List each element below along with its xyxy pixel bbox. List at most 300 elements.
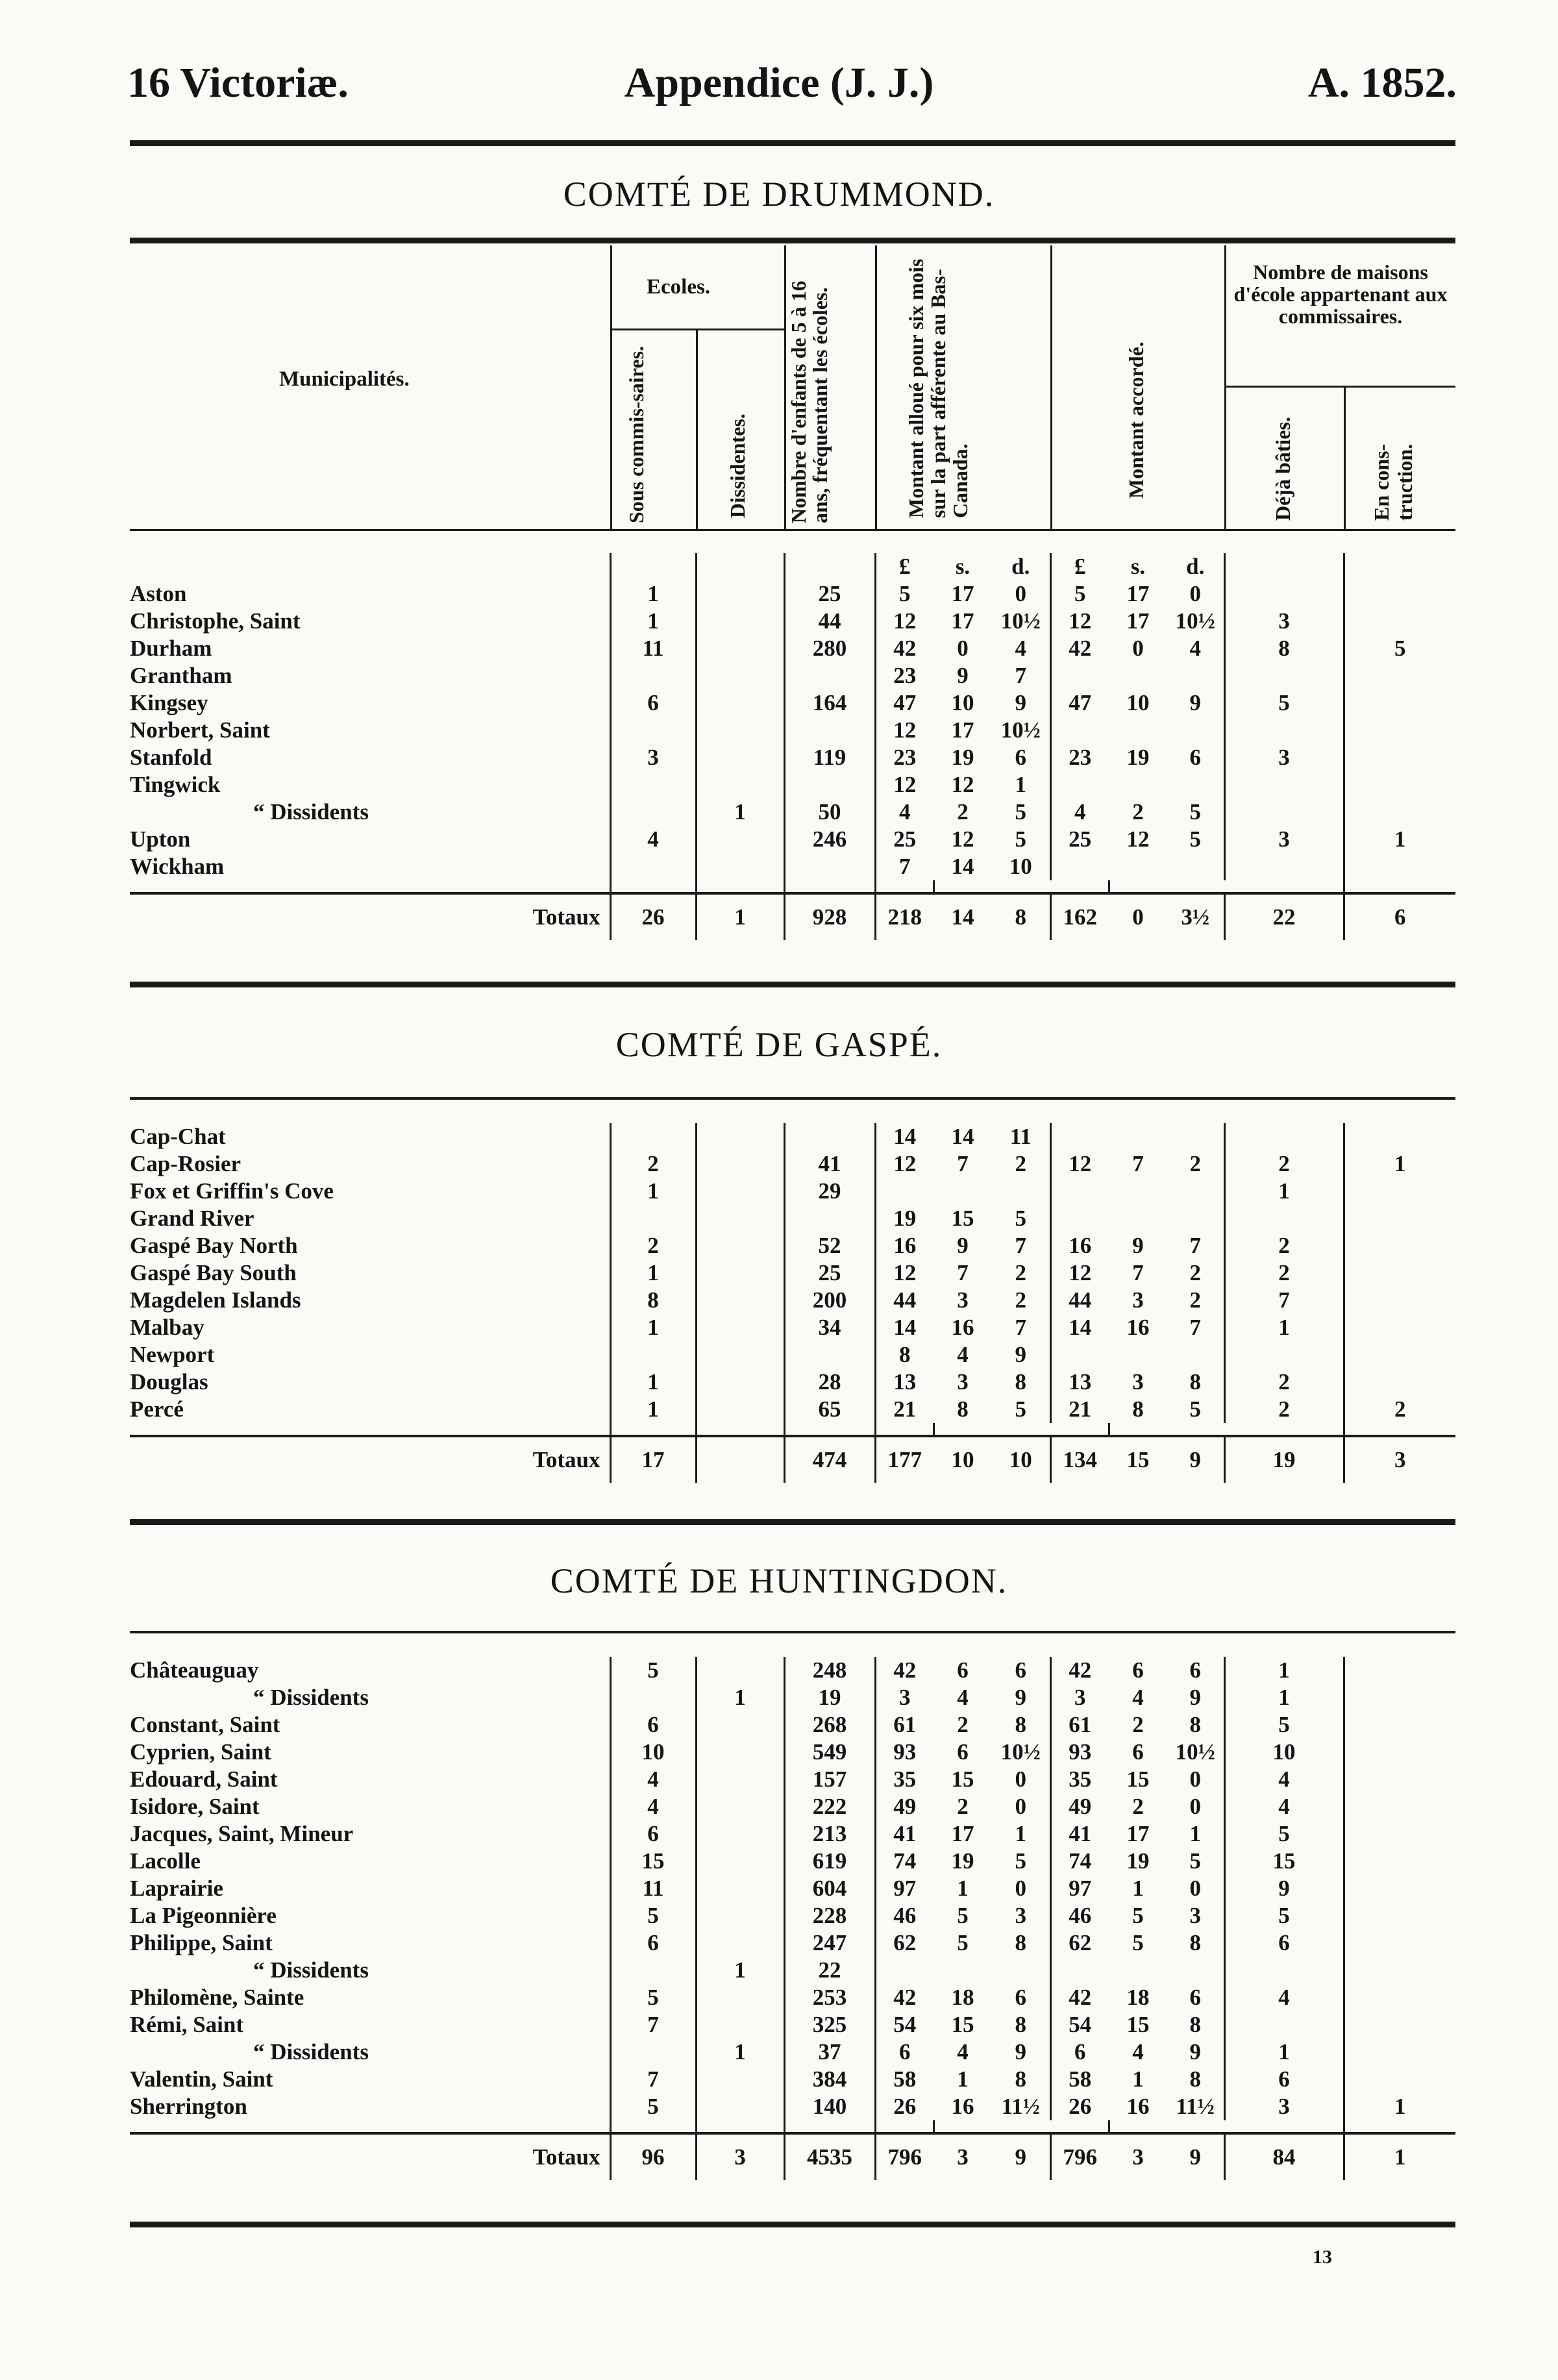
row-en-construction: 1 <box>1344 1150 1455 1178</box>
row-en-construction <box>1344 2039 1455 2066</box>
row-municipalite: “ Dissidents <box>253 1685 369 1710</box>
total-label: Totaux <box>130 1436 610 1483</box>
row-alloue-pence: 5 <box>1015 826 1026 852</box>
row-en-construction <box>1344 1657 1455 1684</box>
total-en-construction: 1 <box>1344 2133 1455 2180</box>
header-sous-commissaires: Sous commis-saires. <box>624 345 648 523</box>
row-alloue-pence: 6 <box>1015 745 1026 770</box>
row-accorde-pence: 0 <box>1189 1766 1201 1792</box>
row-alloue-shillings: 10 <box>951 690 974 715</box>
table-row <box>130 1232 1455 1259</box>
table-row <box>130 1820 1455 1848</box>
row-dissidentes <box>696 853 784 880</box>
row-alloue-shillings: 19 <box>951 745 974 770</box>
row-deja-baties: 3 <box>1224 744 1344 771</box>
row-deja-baties: 2 <box>1224 1369 1344 1396</box>
row-alloue-shillings: 1 <box>957 2066 969 2092</box>
row-alloue-pounds: 97 <box>875 1875 934 1902</box>
table-row <box>130 608 1455 635</box>
row-municipalite: Malbay <box>130 1315 204 1340</box>
row-municipalite: Kingsey <box>130 690 208 715</box>
row-deja-baties: 5 <box>1224 1711 1344 1739</box>
row-deja-baties: 8 <box>1224 635 1344 662</box>
row-enfants: 228 <box>784 1902 875 1929</box>
row-sous-commissaires <box>610 771 696 799</box>
table-row <box>130 689 1455 717</box>
row-alloue-pounds: 12 <box>875 1150 934 1178</box>
row-enfants <box>784 1123 875 1150</box>
cur-d <box>696 553 784 580</box>
row-alloue-pounds: 16 <box>875 1232 934 1259</box>
table-row <box>130 2039 1455 2066</box>
row-alloue-pounds: 26 <box>875 2093 934 2120</box>
page-number: 13 <box>1313 2246 1332 2268</box>
row-deja-baties: 5 <box>1224 689 1344 717</box>
row-enfants <box>784 853 875 880</box>
row-alloue-pounds: 8 <box>875 1341 934 1369</box>
row-en-construction <box>1344 1259 1455 1287</box>
row-alloue-pence: 11 <box>1009 1124 1032 1149</box>
table-row <box>130 1205 1455 1232</box>
row-sous-commissaires: 1 <box>610 580 696 608</box>
row-accorde-shillings <box>1109 1205 1167 1232</box>
row-accorde-shillings: 4 <box>1132 1685 1144 1710</box>
row-alloue-pounds: 42 <box>875 635 934 662</box>
row-municipalite: La Pigeonnière <box>130 1903 277 1928</box>
row-enfants: 280 <box>784 635 875 662</box>
row-deja-baties <box>1224 717 1344 744</box>
row-alloue-shillings: 9 <box>957 1233 969 1258</box>
row-accorde-shillings: 10 <box>1126 690 1150 715</box>
row-accorde-shillings: 9 <box>1132 1233 1144 1258</box>
row-alloue-pounds: 12 <box>875 1259 934 1287</box>
currency-alloue-2: d. <box>1011 554 1030 579</box>
table-row <box>130 580 1455 608</box>
row-accorde-pence: 2 <box>1189 1260 1201 1285</box>
table-row <box>130 1957 1455 1984</box>
header-dissidentes: Dissidentes. <box>726 414 749 518</box>
row-accorde-shillings: 5 <box>1132 1930 1144 1955</box>
row-enfants: 44 <box>784 608 875 635</box>
row-accorde-pounds: 5 <box>1050 580 1109 608</box>
row-accorde-shillings: 18 <box>1126 1985 1150 2010</box>
row-deja-baties: 1 <box>1224 1314 1344 1341</box>
table-row <box>130 744 1455 771</box>
row-alloue-pounds: 7 <box>875 853 934 880</box>
row-alloue-pence: 7 <box>1015 1233 1026 1258</box>
row-accorde-shillings: 15 <box>1126 2012 1150 2037</box>
row-accorde-pence <box>1167 662 1224 689</box>
table-drummond <box>130 553 1455 940</box>
row-en-construction <box>1344 1902 1455 1929</box>
row-deja-baties <box>1224 853 1344 880</box>
row-sous-commissaires <box>610 1957 696 1984</box>
row-sous-commissaires <box>610 662 696 689</box>
row-accorde-pounds: 97 <box>1050 1875 1109 1902</box>
row-alloue-pounds: 42 <box>875 1657 934 1684</box>
row-municipalite: Rémi, Saint <box>130 2012 243 2037</box>
row-accorde-pence: 5 <box>1189 826 1201 852</box>
row-accorde-pounds: 23 <box>1050 744 1109 771</box>
total-enfants: 4535 <box>784 2133 875 2180</box>
row-alloue-pence <box>992 1957 1050 1984</box>
row-alloue-pounds <box>875 1178 934 1205</box>
row-alloue-shillings: 16 <box>951 2094 974 2119</box>
row-alloue-pounds: 14 <box>875 1123 934 1150</box>
table-row <box>130 1793 1455 1820</box>
row-accorde-shillings: 7 <box>1132 1260 1144 1285</box>
row-accorde-pounds: 12 <box>1050 1150 1109 1178</box>
row-alloue-pence: 6 <box>1015 1657 1026 1683</box>
row-accorde-pounds: 41 <box>1050 1820 1109 1848</box>
row-alloue-pence: 11½ <box>1001 2094 1040 2119</box>
row-sous-commissaires <box>610 717 696 744</box>
row-accorde-shillings: 8 <box>1132 1396 1144 1422</box>
row-accorde-pence: 10½ <box>1175 608 1215 634</box>
row-sous-commissaires: 4 <box>610 1793 696 1820</box>
row-alloue-pence: 2 <box>1015 1151 1026 1176</box>
total-row <box>130 1436 1455 1483</box>
row-enfants: 50 <box>784 799 875 826</box>
row-accorde-shillings: 2 <box>1132 1794 1144 1819</box>
row-enfants: 65 <box>784 1396 875 1423</box>
row-enfants: 34 <box>784 1314 875 1341</box>
row-accorde-pounds: 12 <box>1050 608 1109 635</box>
row-deja-baties: 3 <box>1224 608 1344 635</box>
row-deja-baties: 3 <box>1224 826 1344 853</box>
header-ecoles: Ecoles. <box>647 275 711 299</box>
row-enfants <box>784 771 875 799</box>
row-municipalite: Wickham <box>130 854 225 879</box>
total-accorde-1: 15 <box>1109 1436 1167 1483</box>
row-enfants: 140 <box>784 2093 875 2120</box>
table-row <box>130 2066 1455 2093</box>
row-municipalite: Magdelen Islands <box>130 1287 301 1313</box>
row-sous-commissaires: 11 <box>610 1875 696 1902</box>
row-dissidentes: 1 <box>696 2039 784 2066</box>
row-alloue-pence: 1 <box>1015 772 1026 797</box>
row-accorde-pence: 9 <box>1189 1685 1201 1710</box>
row-sous-commissaires: 5 <box>610 1984 696 2011</box>
total-accorde-2: 9 <box>1167 1436 1224 1483</box>
row-dissidentes <box>696 1369 784 1396</box>
row-dissidentes <box>696 1875 784 1902</box>
row-accorde-pounds <box>1050 1123 1109 1150</box>
total-en-construction: 3 <box>1344 1436 1455 1483</box>
currency-header-row <box>130 553 1455 580</box>
row-alloue-shillings: 14 <box>951 1124 974 1149</box>
row-accorde-pence <box>1167 853 1224 880</box>
row-accorde-pounds: 14 <box>1050 1314 1109 1341</box>
row-accorde-shillings: 0 <box>1132 636 1144 661</box>
row-deja-baties: 6 <box>1224 1929 1344 1957</box>
row-enfants: 213 <box>784 1820 875 1848</box>
total-alloue-0: 218 <box>875 893 934 940</box>
row-municipalite: Christophe, Saint <box>130 608 301 634</box>
row-accorde-pence: 11½ <box>1176 2094 1215 2119</box>
row-municipalite: Upton <box>130 826 191 852</box>
row-accorde-shillings <box>1109 771 1167 799</box>
row-deja-baties <box>1224 799 1344 826</box>
row-accorde-shillings: 17 <box>1126 1821 1150 1846</box>
row-alloue-pence: 4 <box>1015 636 1026 661</box>
row-en-construction <box>1344 2011 1455 2039</box>
row-accorde-pounds: 58 <box>1050 2066 1109 2093</box>
row-en-construction <box>1344 771 1455 799</box>
row-accorde-shillings: 5 <box>1132 1903 1144 1928</box>
row-dissidentes <box>696 1739 784 1766</box>
row-accorde-pence: 8 <box>1189 1369 1201 1395</box>
total-deja-baties: 84 <box>1224 2133 1344 2180</box>
row-sous-commissaires: 1 <box>610 1314 696 1341</box>
row-alloue-pounds: 19 <box>875 1205 934 1232</box>
row-enfants: 28 <box>784 1369 875 1396</box>
row-accorde-pence: 8 <box>1189 2012 1201 2037</box>
row-accorde-shillings: 19 <box>1126 745 1150 770</box>
row-enfants: 164 <box>784 689 875 717</box>
row-deja-baties: 6 <box>1224 2066 1344 2093</box>
row-enfants <box>784 717 875 744</box>
row-dissidentes: 1 <box>696 799 784 826</box>
row-enfants: 29 <box>784 1178 875 1205</box>
row-en-construction: 1 <box>1344 2093 1455 2120</box>
row-accorde-shillings: 12 <box>1126 826 1150 852</box>
row-municipalite: “ Dissidents <box>253 2039 369 2064</box>
row-alloue-pence: 9 <box>1015 690 1026 715</box>
row-alloue-shillings: 7 <box>957 1260 969 1285</box>
table-row <box>130 1341 1455 1369</box>
row-dissidentes <box>696 1232 784 1259</box>
header-deja-baties: Déjà bâties. <box>1271 417 1294 521</box>
total-dissidentes: 3 <box>696 2133 784 2180</box>
row-enfants: 200 <box>784 1287 875 1314</box>
row-en-construction <box>1344 1287 1455 1314</box>
row-alloue-shillings: 4 <box>957 2039 969 2064</box>
row-sous-commissaires <box>610 799 696 826</box>
row-accorde-shillings: 3 <box>1132 1369 1144 1395</box>
row-sous-commissaires: 6 <box>610 1820 696 1848</box>
row-dissidentes <box>696 1341 784 1369</box>
row-dissidentes <box>696 1820 784 1848</box>
row-accorde-shillings: 17 <box>1126 581 1150 606</box>
row-alloue-shillings: 17 <box>951 581 974 606</box>
row-sous-commissaires <box>610 1123 696 1150</box>
row-dissidentes <box>696 1984 784 2011</box>
row-sous-commissaires: 5 <box>610 2093 696 2120</box>
row-accorde-shillings: 1 <box>1132 1876 1144 1901</box>
row-en-construction <box>1344 1711 1455 1739</box>
row-alloue-shillings: 17 <box>951 717 974 743</box>
row-dissidentes <box>696 771 784 799</box>
row-deja-baties: 1 <box>1224 1178 1344 1205</box>
total-sous-commissaires: 17 <box>610 1436 696 1483</box>
table-row <box>130 1369 1455 1396</box>
row-accorde-pence: 0 <box>1189 1876 1201 1901</box>
row-accorde-shillings <box>1109 1957 1167 1984</box>
row-en-construction <box>1344 1929 1455 1957</box>
section-rule-drummond <box>130 982 1455 987</box>
row-enfants <box>784 662 875 689</box>
table-row <box>130 1123 1455 1150</box>
row-alloue-pence: 7 <box>1015 1315 1026 1340</box>
total-row <box>130 2133 1455 2180</box>
row-accorde-shillings <box>1109 662 1167 689</box>
row-enfants: 247 <box>784 1929 875 1957</box>
row-en-construction <box>1344 1314 1455 1341</box>
header-nombre-maisons: Nombre de maisons d'école appartenant aux commissaires. <box>1233 260 1448 328</box>
row-alloue-pence: 10½ <box>1000 1739 1041 1765</box>
row-municipalite: Lacolle <box>130 1848 201 1874</box>
row-dissidentes <box>696 1123 784 1150</box>
row-alloue-pounds: 46 <box>875 1902 934 1929</box>
row-alloue-pounds: 5 <box>875 580 934 608</box>
row-sous-commissaires: 10 <box>610 1739 696 1766</box>
row-accorde-shillings: 15 <box>1126 1766 1150 1792</box>
row-alloue-pounds: 61 <box>875 1711 934 1739</box>
row-accorde-shillings: 17 <box>1126 608 1150 634</box>
row-accorde-shillings: 16 <box>1126 2094 1150 2119</box>
row-accorde-pence: 5 <box>1189 1396 1201 1422</box>
row-deja-baties: 1 <box>1224 1684 1344 1711</box>
row-dissidentes <box>696 826 784 853</box>
row-accorde-pence <box>1167 1178 1224 1205</box>
table-gaspe <box>130 1123 1455 1483</box>
row-deja-baties: 2 <box>1224 1396 1344 1423</box>
row-municipalite: Philippe, Saint <box>130 1930 273 1955</box>
currency-alloue-0: £ <box>875 553 934 580</box>
row-dissidentes: 1 <box>696 1957 784 1984</box>
row-dissidentes <box>696 1793 784 1820</box>
header-montant-accorde: Montant accordé. <box>1124 341 1148 499</box>
table-row <box>130 1739 1455 1766</box>
header-nombre-enfants: Nombre d'enfants de 5 à 16 ans, fréquentant les écoles. <box>787 280 832 523</box>
row-alloue-pence: 8 <box>1015 2012 1026 2037</box>
cur-e <box>784 553 875 580</box>
row-accorde-pence <box>1167 717 1224 744</box>
row-deja-baties: 1 <box>1224 2039 1344 2066</box>
row-accorde-shillings <box>1109 1178 1167 1205</box>
row-alloue-shillings: 2 <box>957 1712 969 1737</box>
row-deja-baties: 10 <box>1224 1739 1344 1766</box>
total-alloue-2: 10 <box>992 1436 1050 1483</box>
row-accorde-pounds <box>1050 717 1109 744</box>
row-en-construction <box>1344 1739 1455 1766</box>
row-enfants: 22 <box>784 1957 875 1984</box>
header-en-construction: En cons-truction. <box>1370 443 1416 521</box>
row-municipalite: Gaspé Bay North <box>130 1233 298 1258</box>
row-accorde-pounds: 46 <box>1050 1902 1109 1929</box>
row-municipalite: Tingwick <box>130 772 221 797</box>
row-municipalite: Constant, Saint <box>130 1712 280 1737</box>
row-en-construction <box>1344 853 1455 880</box>
row-municipalite: Douglas <box>130 1369 208 1395</box>
running-head-center: Appendice (J. J.) <box>624 59 934 106</box>
row-alloue-shillings: 17 <box>951 1821 974 1846</box>
currency-spacer <box>130 553 610 580</box>
running-head-right: A. 1852. <box>1307 59 1457 106</box>
table-row <box>130 853 1455 880</box>
row-sous-commissaires: 7 <box>610 2066 696 2093</box>
row-accorde-shillings: 2 <box>1132 799 1144 824</box>
row-sous-commissaires: 6 <box>610 689 696 717</box>
row-alloue-pence: 8 <box>1015 1930 1026 1955</box>
row-alloue-pence: 7 <box>1015 663 1026 688</box>
row-alloue-shillings <box>934 1178 992 1205</box>
running-head-left: 16 Victoriæ. <box>127 59 349 106</box>
row-alloue-shillings: 6 <box>957 1739 969 1765</box>
total-sous-commissaires: 26 <box>610 893 696 940</box>
row-accorde-pounds: 93 <box>1050 1739 1109 1766</box>
row-accorde-shillings: 7 <box>1132 1151 1144 1176</box>
row-alloue-pence <box>992 1178 1050 1205</box>
row-sous-commissaires: 11 <box>610 635 696 662</box>
row-deja-baties: 4 <box>1224 1984 1344 2011</box>
table-row <box>130 1178 1455 1205</box>
row-alloue-shillings: 17 <box>951 608 974 634</box>
row-en-construction <box>1344 689 1455 717</box>
row-alloue-pounds: 58 <box>875 2066 934 2093</box>
row-deja-baties <box>1224 662 1344 689</box>
row-en-construction <box>1344 1984 1455 2011</box>
total-alloue-1: 3 <box>934 2133 992 2180</box>
table-huntingdon <box>130 1657 1455 2180</box>
total-label: Totaux <box>130 893 610 940</box>
row-alloue-pounds: 23 <box>875 662 934 689</box>
table-row <box>130 1684 1455 1711</box>
row-alloue-shillings: 3 <box>957 1287 969 1313</box>
total-alloue-2: 8 <box>992 893 1050 940</box>
table-row <box>130 1657 1455 1684</box>
row-dissidentes <box>696 1396 784 1423</box>
row-deja-baties <box>1224 1123 1344 1150</box>
row-sous-commissaires: 15 <box>610 1848 696 1875</box>
row-accorde-pence <box>1167 1341 1224 1369</box>
row-dissidentes <box>696 1259 784 1287</box>
row-sous-commissaires: 1 <box>610 608 696 635</box>
row-alloue-pence: 0 <box>1015 581 1026 606</box>
row-dissidentes <box>696 2011 784 2039</box>
row-alloue-pence: 9 <box>1015 1685 1026 1710</box>
header-municipalites: Municipalités. <box>279 367 410 391</box>
row-accorde-pounds <box>1050 662 1109 689</box>
row-municipalite: Stanfold <box>130 745 212 770</box>
row-alloue-pence: 5 <box>1015 1396 1026 1422</box>
row-en-construction: 2 <box>1344 1396 1455 1423</box>
row-enfants: 253 <box>784 1984 875 2011</box>
row-alloue-pounds: 12 <box>875 717 934 744</box>
table-row <box>130 1766 1455 1793</box>
row-sous-commissaires: 7 <box>610 2011 696 2039</box>
row-alloue-shillings: 5 <box>957 1930 969 1955</box>
row-accorde-pence: 6 <box>1189 1985 1201 2010</box>
row-enfants: 222 <box>784 1793 875 1820</box>
row-sous-commissaires: 5 <box>610 1657 696 1684</box>
row-en-construction <box>1344 744 1455 771</box>
row-municipalite: Valentin, Saint <box>130 2066 273 2092</box>
row-sous-commissaires: 1 <box>610 1178 696 1205</box>
row-municipalite: Sherrington <box>130 2094 247 2119</box>
row-enfants: 52 <box>784 1232 875 1259</box>
row-municipalite: Edouard, Saint <box>130 1766 278 1792</box>
row-accorde-pence: 5 <box>1189 799 1201 824</box>
row-municipalite: Gaspé Bay South <box>130 1260 297 1285</box>
row-accorde-pence: 8 <box>1189 1712 1201 1737</box>
total-alloue-0: 177 <box>875 1436 934 1483</box>
row-accorde-pence: 4 <box>1189 636 1201 661</box>
row-en-construction <box>1344 580 1455 608</box>
row-en-construction <box>1344 1957 1455 1984</box>
row-sous-commissaires <box>610 1684 696 1711</box>
